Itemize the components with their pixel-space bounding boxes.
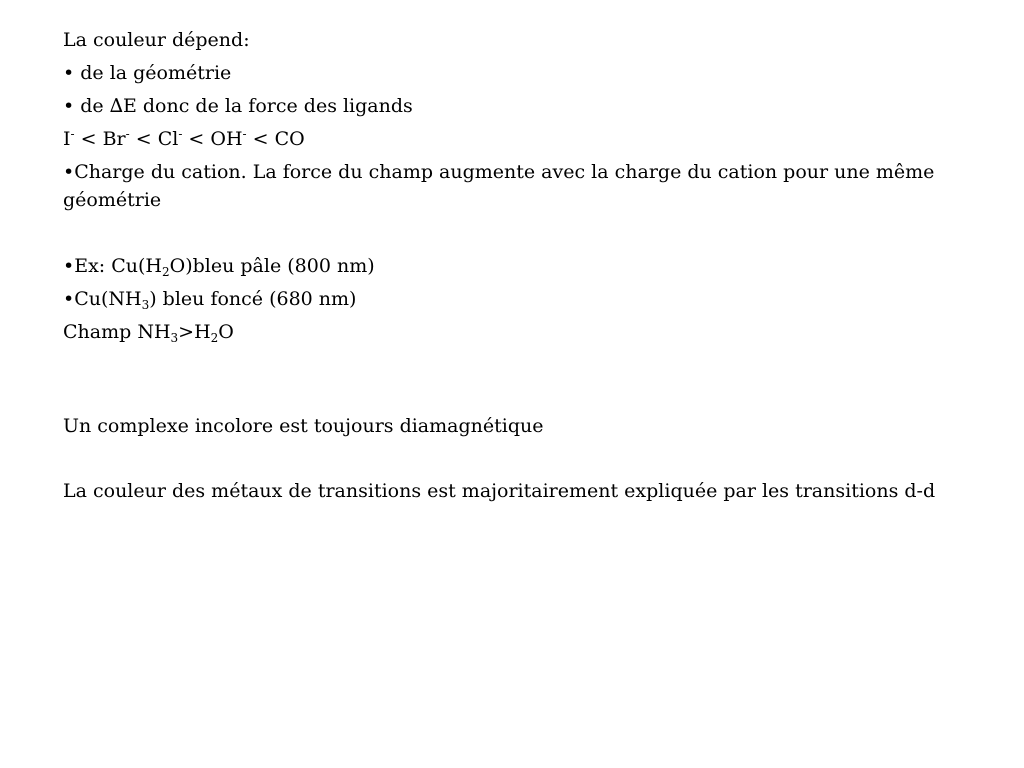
charge-br: -: [125, 127, 130, 141]
bullet-delta-e: [63, 92, 943, 120]
example-2: [63, 285, 943, 313]
bullet-geometry: • de la géométrie: [63, 62, 232, 84]
example-1-sub: 2: [162, 265, 170, 279]
ligand-oh: OH: [210, 128, 243, 150]
example-2-prefix: •Cu(NH: [63, 288, 142, 310]
example-1: [63, 252, 943, 280]
bullet-delta-prefix: • de: [63, 95, 110, 117]
lt-2: <: [129, 128, 158, 150]
charge-cl: -: [178, 127, 183, 141]
ligand-i: I: [63, 128, 71, 150]
example-1-prefix: •Ex: Cu(H: [63, 255, 162, 277]
champ-prefix: Champ NH: [63, 321, 171, 343]
lt-1: <: [74, 128, 103, 150]
lt-4: <: [246, 128, 275, 150]
charge-i: -: [70, 127, 75, 141]
intro-line: La couleur dépend:: [63, 29, 250, 51]
champ-sub-2: 2: [210, 331, 219, 345]
champ-suffix: O: [218, 321, 234, 343]
example-2-suffix: ) bleu foncé (680 nm): [149, 288, 357, 310]
lt-3: <: [182, 128, 211, 150]
champ-line: [63, 318, 943, 346]
champ-sub-1: 3: [170, 331, 179, 345]
transitions-line: La couleur des métaux de transitions est majoritairement expliquée par les transitions d-d: [63, 480, 936, 502]
ligand-co: CO: [274, 128, 305, 150]
ligand-cl: Cl: [157, 128, 179, 150]
slide-content: [63, 26, 943, 505]
champ-mid: >H: [178, 321, 211, 343]
example-2-sub: 3: [141, 298, 150, 312]
delta-symbol: ∆: [109, 95, 123, 117]
ligand-series: [63, 125, 943, 153]
charge-bullet: •Charge du cation. La force du champ augmente avec la charge du cation pour une même géométrie: [63, 161, 935, 211]
bullet-delta-suffix: E donc de la force des ligands: [122, 95, 413, 117]
ligand-br: Br: [102, 128, 126, 150]
charge-oh: -: [242, 127, 247, 141]
incolore-line: Un complexe incolore est toujours diamagnétique: [63, 415, 544, 437]
example-1-suffix: O)bleu pâle (800 nm): [169, 255, 375, 277]
